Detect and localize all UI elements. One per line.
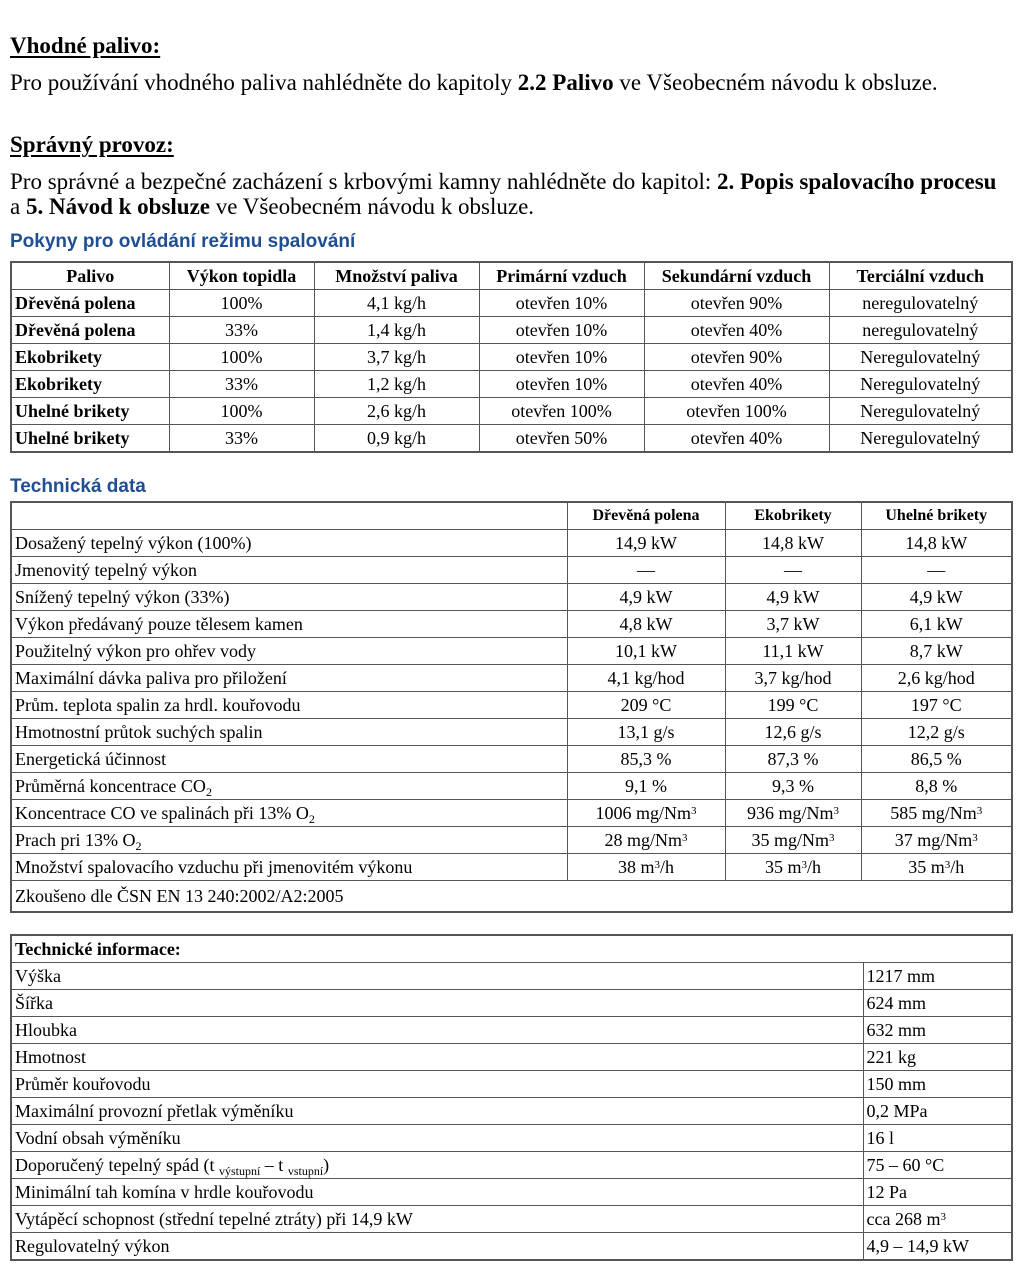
cell-value: 9,3 % <box>725 773 861 800</box>
cell-value: 8,8 % <box>861 773 1012 800</box>
cell-value: 12,2 g/s <box>861 719 1012 746</box>
cell-value: 199 °C <box>725 692 861 719</box>
technical-data-table <box>10 501 1013 913</box>
cell-value: 4,9 kW <box>567 584 725 611</box>
label-subscript: 2 <box>135 839 142 853</box>
operation-bold-1: 2. Popis spalovacího procesu <box>717 169 997 194</box>
value-text: 35 m <box>764 857 802 877</box>
cell-value: 4,8 kW <box>567 611 725 638</box>
cell-value: 10,1 kW <box>567 638 725 665</box>
table-row <box>11 638 1012 665</box>
combustion-table-title: Pokyny pro ovládání režimu spalování <box>10 231 356 252</box>
table-row <box>11 773 1012 800</box>
cell-secondary: otevřen 100% <box>644 398 829 425</box>
table-row <box>11 746 1012 773</box>
cell-value: 4,1 kg/hod <box>567 665 725 692</box>
cell-power: 33% <box>169 425 314 453</box>
value-text: cca 268 m <box>866 1209 941 1229</box>
cell-secondary: otevřen 40% <box>644 371 829 398</box>
cell-value: 1217 mm <box>863 963 1012 990</box>
table-row <box>11 854 1012 881</box>
cell-value: 197 °C <box>861 692 1012 719</box>
row-label <box>11 827 567 854</box>
cell-value: 4,9 kW <box>861 584 1012 611</box>
cell-amount: 4,1 kg/h <box>314 290 479 317</box>
cell-value <box>725 854 861 881</box>
row-label <box>11 773 567 800</box>
value-superscript: 3 <box>940 1211 946 1223</box>
cell-value: 11,1 kW <box>725 638 861 665</box>
cell-fuel: Ekobrikety <box>11 344 169 371</box>
table-row <box>11 557 1012 584</box>
cell-value: 16 l <box>863 1125 1012 1152</box>
row-label <box>11 1152 863 1179</box>
value-text: 37 mg/Nm <box>894 830 973 850</box>
cell-tertiary: Neregulovatelný <box>829 344 1012 371</box>
row-label: Maximální provozní přetlak výměníku <box>11 1098 863 1125</box>
col-header: Palivo <box>11 262 169 290</box>
row-label: Hmotnost <box>11 1044 863 1071</box>
row-label: Energetická účinnost <box>11 746 567 773</box>
table-row <box>11 344 1012 371</box>
fuel-text-1: Pro používání vhodného paliva nahlédněte do kapitoly <box>10 70 518 95</box>
col-header: Výkon topidla <box>169 262 314 290</box>
row-label: Výkon předávaný pouze tělesem kamen <box>11 611 567 638</box>
row-label: Vytápěcí schopnost (střední tepelné ztráty) při 14,9 kW <box>11 1206 863 1233</box>
cell-value <box>725 827 861 854</box>
cell-fuel: Uhelné brikety <box>11 398 169 425</box>
row-label: Dosažený tepelný výkon (100%) <box>11 530 567 557</box>
table-row <box>11 665 1012 692</box>
cell-primary: otevřen 10% <box>479 371 644 398</box>
cell-value <box>567 827 725 854</box>
value-text: 35 mg/Nm <box>751 830 829 850</box>
col-header: Primární vzduch <box>479 262 644 290</box>
table-row <box>11 1152 1012 1179</box>
row-label: Maximální dávka paliva pro přiložení <box>11 665 567 692</box>
fuel-heading: Vhodné palivo: <box>10 33 161 58</box>
cell-secondary: otevřen 90% <box>644 344 829 371</box>
cell-value <box>567 854 725 881</box>
cell-secondary: otevřen 40% <box>644 425 829 453</box>
label-text: Průměrná koncentrace CO <box>15 776 206 796</box>
table-row <box>11 827 1012 854</box>
cell-primary: otevřen 100% <box>479 398 644 425</box>
value-text: 38 m <box>617 857 655 877</box>
value-text: 936 mg/Nm <box>746 803 834 823</box>
value-superscript: 3 <box>976 805 983 817</box>
cell-value: 14,9 kW <box>567 530 725 557</box>
cell-fuel: Dřevěná polena <box>11 317 169 344</box>
cell-value <box>861 854 1012 881</box>
operation-text-3: ve Všeobecném návodu k obsluze. <box>210 194 535 219</box>
cell-primary: otevřen 10% <box>479 290 644 317</box>
cell-value <box>863 1206 1012 1233</box>
cell-value: 6,1 kW <box>861 611 1012 638</box>
value-superscript: 3 <box>972 832 978 844</box>
table-row <box>11 1044 1012 1071</box>
cell-value: 624 mm <box>863 990 1012 1017</box>
operation-bold-2: 5. Návod k obsluze <box>25 194 211 219</box>
row-label: Snížený tepelný výkon (33%) <box>11 584 567 611</box>
technical-data-title: Technická data <box>10 476 146 497</box>
table-footer-row <box>11 881 1012 913</box>
cell-value <box>861 827 1012 854</box>
cell-value: 221 kg <box>863 1044 1012 1071</box>
label-text: Prach pri 13% O <box>15 830 136 850</box>
cell-amount: 2,6 kg/h <box>314 398 479 425</box>
value-text: 28 mg/Nm <box>604 830 682 850</box>
cell-value: 86,5 % <box>861 746 1012 773</box>
value-text: 35 m <box>908 857 945 877</box>
cell-primary: otevřen 10% <box>479 317 644 344</box>
table-row <box>11 530 1012 557</box>
cell-value: 12 Pa <box>863 1179 1012 1206</box>
cell-value: 4,9 – 14,9 kW <box>863 1233 1012 1261</box>
test-standard-note: Zkoušeno dle ČSN EN 13 240:2002/A2:2005 <box>11 881 1012 913</box>
cell-amount: 3,7 kg/h <box>314 344 479 371</box>
cell-value <box>725 800 861 827</box>
table-row <box>11 800 1012 827</box>
cell-value: 209 °C <box>567 692 725 719</box>
cell-value: 9,1 % <box>567 773 725 800</box>
table-row <box>11 1017 1012 1044</box>
col-header-empty <box>11 502 567 530</box>
cell-tertiary: neregulovatelný <box>829 290 1012 317</box>
cell-value: 75 – 60 °C <box>863 1152 1012 1179</box>
row-label: Použitelný výkon pro ohřev vody <box>11 638 567 665</box>
cell-value: 85,3 % <box>567 746 725 773</box>
table-row <box>11 719 1012 746</box>
cell-value: 632 mm <box>863 1017 1012 1044</box>
table-row <box>11 963 1012 990</box>
col-header: Ekobrikety <box>725 502 861 530</box>
col-header: Dřevěná polena <box>567 502 725 530</box>
fuel-text-2: ve Všeobecném návodu k obsluze. <box>613 70 938 95</box>
row-label: Vodní obsah výměníku <box>11 1125 863 1152</box>
row-label: Prům. teplota spalin za hrdl. kouřovodu <box>11 692 567 719</box>
cell-amount: 1,2 kg/h <box>314 371 479 398</box>
table-row <box>11 584 1012 611</box>
cell-tertiary: Neregulovatelný <box>829 398 1012 425</box>
col-header: Sekundární vzduch <box>644 262 829 290</box>
cell-power: 33% <box>169 371 314 398</box>
fuel-paragraph <box>10 70 970 95</box>
cell-value <box>567 800 725 827</box>
col-header: Terciální vzduch <box>829 262 1012 290</box>
row-label: Hloubka <box>11 1017 863 1044</box>
cell-value: 14,8 kW <box>725 530 861 557</box>
table-row <box>11 1179 1012 1206</box>
table-row <box>11 611 1012 638</box>
value-superscript: 3 <box>682 832 688 844</box>
cell-primary: otevřen 10% <box>479 344 644 371</box>
cell-secondary: otevřen 90% <box>644 290 829 317</box>
cell-power: 100% <box>169 344 314 371</box>
value-text: 1006 mg/Nm <box>595 803 691 823</box>
cell-value: 0,2 MPa <box>863 1098 1012 1125</box>
label-subscript: 2 <box>205 785 212 799</box>
combustion-header-row <box>11 262 1012 290</box>
cell-value: 4,9 kW <box>725 584 861 611</box>
value-superscript: 3 <box>801 859 807 871</box>
cell-value: 2,6 kg/hod <box>861 665 1012 692</box>
label-subscript: vstupní <box>287 1164 324 1178</box>
table-row <box>11 1098 1012 1125</box>
cell-fuel: Uhelné brikety <box>11 425 169 453</box>
row-label: Průměr kouřovodu <box>11 1071 863 1098</box>
operation-text-2: a <box>10 194 26 219</box>
row-label: Hmotnostní průtok suchých spalin <box>11 719 567 746</box>
cell-value: 12,6 g/s <box>725 719 861 746</box>
row-label: Množství spalovacího vzduchu při jmenovitém výkonu <box>11 854 567 881</box>
table-row <box>11 1071 1012 1098</box>
table-row <box>11 398 1012 425</box>
cell-value: — <box>567 557 725 584</box>
cell-value <box>861 800 1012 827</box>
value-text: 585 mg/Nm <box>890 803 977 823</box>
table-row <box>11 317 1012 344</box>
combustion-table <box>10 261 1013 453</box>
cell-amount: 1,4 kg/h <box>314 317 479 344</box>
cell-value: 3,7 kW <box>725 611 861 638</box>
value-unit: /h <box>807 857 822 877</box>
cell-value: 87,3 % <box>725 746 861 773</box>
label-text: Doporučený tepelný spád (t <box>15 1155 219 1175</box>
value-superscript: 3 <box>944 859 951 871</box>
row-label: Šířka <box>11 990 863 1017</box>
table-row <box>11 371 1012 398</box>
row-label: Minimální tah komína v hrdle kouřovodu <box>11 1179 863 1206</box>
row-label: Výška <box>11 963 863 990</box>
table-row <box>11 290 1012 317</box>
row-label <box>11 800 567 827</box>
operation-text-1: Pro správné a bezpečné zacházení s krbovými kamny nahlédněte do kapitol: <box>10 169 717 194</box>
value-superscript: 3 <box>829 832 835 844</box>
cell-fuel: Ekobrikety <box>11 371 169 398</box>
table-row <box>11 1233 1012 1261</box>
table-row <box>11 1206 1012 1233</box>
col-header: Množství paliva <box>314 262 479 290</box>
table-row <box>11 425 1012 453</box>
cell-secondary: otevřen 40% <box>644 317 829 344</box>
cell-tertiary: Neregulovatelný <box>829 425 1012 453</box>
technical-info-header-row <box>11 935 1012 963</box>
cell-fuel: Dřevěná polena <box>11 290 169 317</box>
label-text: – t <box>260 1155 288 1175</box>
value-superscript: 3 <box>833 805 839 817</box>
label-text: ) <box>323 1155 330 1175</box>
cell-value: 14,8 kW <box>861 530 1012 557</box>
label-text: Koncentrace CO ve spalinách při 13% O <box>15 803 309 823</box>
cell-value: 3,7 kg/hod <box>725 665 861 692</box>
technical-info-table <box>10 934 1013 1261</box>
cell-tertiary: neregulovatelný <box>829 317 1012 344</box>
table-row <box>11 1125 1012 1152</box>
technical-data-header-row <box>11 502 1012 530</box>
value-superscript: 3 <box>654 859 660 871</box>
operation-heading: Správný provoz: <box>10 132 174 157</box>
operation-paragraph <box>10 169 1011 219</box>
fuel-bold-chapter: 2.2 Palivo <box>517 70 614 95</box>
cell-amount: 0,9 kg/h <box>314 425 479 453</box>
cell-primary: otevřen 50% <box>479 425 644 453</box>
technical-info-title: Technické informace: <box>11 935 1012 963</box>
cell-value: — <box>861 557 1012 584</box>
col-header: Uhelné brikety <box>861 502 1012 530</box>
label-subscript: výstupní <box>218 1164 261 1178</box>
table-row <box>11 692 1012 719</box>
cell-power: 33% <box>169 317 314 344</box>
cell-tertiary: Neregulovatelný <box>829 371 1012 398</box>
cell-value: 13,1 g/s <box>567 719 725 746</box>
cell-value: 8,7 kW <box>861 638 1012 665</box>
row-label: Regulovatelný výkon <box>11 1233 863 1261</box>
cell-value: 150 mm <box>863 1071 1012 1098</box>
value-superscript: 3 <box>691 805 697 817</box>
value-unit: /h <box>660 857 675 877</box>
cell-power: 100% <box>169 290 314 317</box>
cell-power: 100% <box>169 398 314 425</box>
cell-value: — <box>725 557 861 584</box>
value-unit: /h <box>950 857 965 877</box>
label-subscript: 2 <box>308 812 315 826</box>
row-label: Jmenovitý tepelný výkon <box>11 557 567 584</box>
table-row <box>11 990 1012 1017</box>
